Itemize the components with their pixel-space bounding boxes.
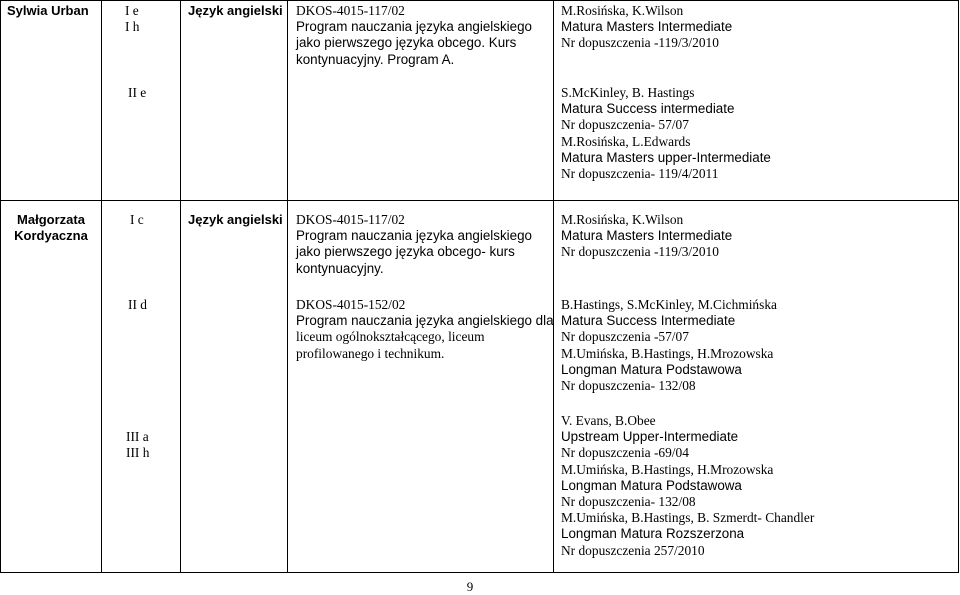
subject-name: Język angielski <box>188 212 283 227</box>
textbook-list: M.Rosińska, K.Wilson Matura Masters Intermediate Nr dopuszczenia -119/3/2010 <box>561 212 733 260</box>
table-border-top <box>0 0 959 1</box>
textbook-list: S.McKinley, B. Hastings Matura Success intermediate Nr dopuszczenia- 57/07 M.Rosińska, L.Edwards Matura Masters upper-Intermediate Nr dopuszczenia- 119/4/2011 <box>561 85 771 182</box>
table-divider-program <box>553 0 554 573</box>
textbook-list: B.Hastings, S.McKinley, M.Cichmińska Matura Success Intermediate Nr dopuszczenia -57/07 M.Umińska, B.Hastings, H.Mrozowska Longman Matura Podstawowa Nr dopuszczenia- 132/08 <box>561 297 777 394</box>
table-divider-teacher <box>101 0 102 573</box>
subject-name: Język angielski <box>188 3 283 18</box>
program-description: DKOS-4015-117/02 Program nauczania języka angielskiego jako pierwszego języka obcego- kurs kontynuacyjny. <box>296 212 532 276</box>
page-number: 9 <box>466 579 474 594</box>
table-row-separator <box>0 200 959 201</box>
class-list: I e I h <box>125 3 140 35</box>
program-description: DKOS-4015-152/02 Program nauczania języka angielskiego dla liceum ogólnokształcącego, liceum profilowanego i technikum. <box>296 297 554 361</box>
class-list: III a III h <box>126 429 150 461</box>
class-list: I c <box>130 212 144 227</box>
textbook-list: M.Rosińska, K.Wilson Matura Masters Intermediate Nr dopuszczenia -119/3/2010 <box>561 3 733 51</box>
teacher-name: Małgorzata Kordyaczna <box>14 212 88 244</box>
table-divider-subject <box>287 0 288 573</box>
class-list: II e <box>128 85 147 100</box>
textbook-list: V. Evans, B.Obee Upstream Upper-Intermediate Nr dopuszczenia -69/04 M.Umińska, B.Hastings, H.Mrozowska Longman Matura Podstawowa Nr dopuszczenia- 132/08 M.Umińska, B.Hastings, B. Szmerdt- Chandler Longman Matura Rozszerzona Nr dopuszczenia 257/2010 <box>561 413 815 558</box>
teacher-name: Sylwia Urban <box>7 3 89 18</box>
table-border-bottom <box>0 572 959 573</box>
class-list: II d <box>128 297 147 312</box>
program-description: DKOS-4015-117/02 Program nauczania języka angielskiego jako pierwszego języka obcego. Kurs kontynuacyjny. Program A. <box>296 3 532 67</box>
table-border-left <box>0 0 1 573</box>
table-divider-class <box>180 0 181 573</box>
table-border-right <box>958 0 959 573</box>
